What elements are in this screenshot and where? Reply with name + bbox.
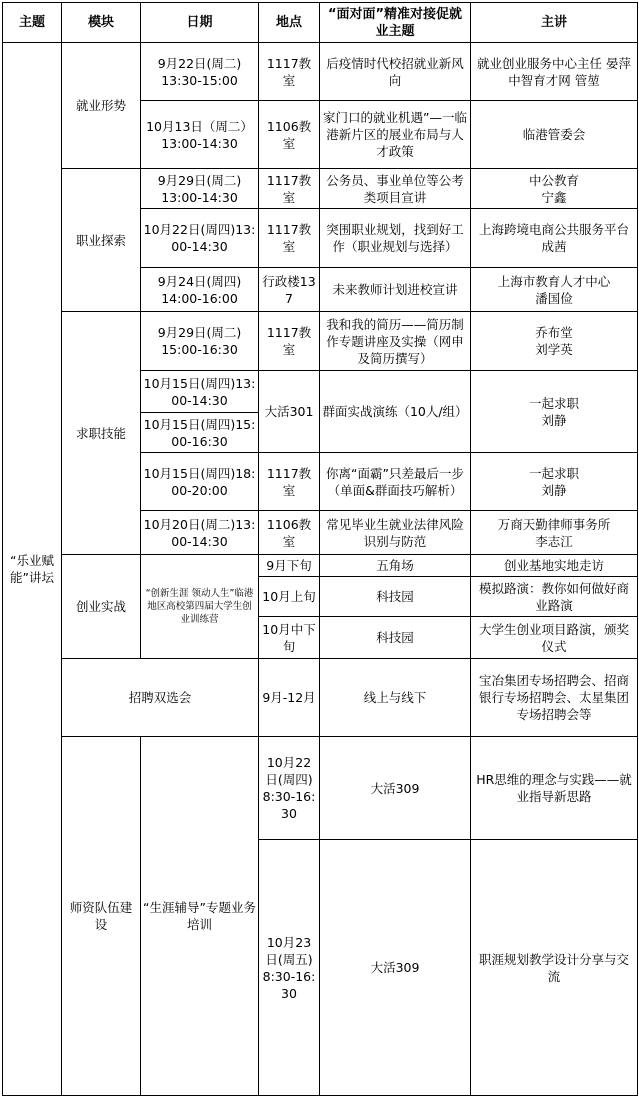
table-row — [3, 659, 638, 737]
date-cell: 9月下旬 — [259, 555, 320, 577]
date-cell: 10月23日(周五) 8:30-16:30 — [259, 840, 320, 1096]
location-cell: 1117教室 — [259, 453, 320, 511]
theme-cell: 模拟路演：教你如何做好商业路演 — [471, 577, 638, 617]
date-cell: 10月15日(周四)18:00-20:00 — [141, 453, 259, 511]
table-row — [3, 169, 638, 209]
date-cell: 9月29日(周二) 13:00-14:30 — [141, 169, 259, 209]
speaker-cell: 上海市教育人才中心 潘国俭 — [471, 268, 638, 312]
speaker-cell: 上海跨境电商公共服务平台 成茜 — [471, 209, 638, 268]
theme-cell: HR思维的理念与实践——就业指导新思路 — [471, 737, 638, 840]
topic-cell: 招聘双选会 — [62, 659, 259, 737]
date-cell: 10月20日(周二)13:00-14:30 — [141, 511, 259, 555]
header-row — [3, 3, 638, 43]
table-row — [3, 43, 638, 101]
theme-cell: 公务员、事业单位等公考类项目宣讲 — [320, 169, 471, 209]
module-cell: “创新生涯 领动人生”临港地区高校第四届大学生创业训练营 — [141, 555, 259, 659]
topic-cell: 师资队伍建设 — [62, 737, 141, 1096]
date-cell: 9月24日(周四) 14:00-16:00 — [141, 268, 259, 312]
theme-cell: 大学生创业项目路演，颁奖仪式 — [471, 617, 638, 659]
location-cell: 大活301 — [259, 371, 320, 453]
module-cell: 职业探索 — [62, 169, 141, 312]
theme-cell: 突围职业规划，找到好工作（职业规划与选择） — [320, 209, 471, 268]
header-topic: 主题 — [3, 3, 62, 43]
location-cell: 1117教室 — [259, 169, 320, 209]
location-cell: 1117教室 — [259, 43, 320, 101]
date-cell: 10月中下旬 — [259, 617, 320, 659]
theme-cell: 职涯规划教学设计分享与交流 — [471, 840, 638, 1096]
speaker-cell: 万商天勤律师事务所 李志江 — [471, 511, 638, 555]
header-speaker: 主讲 — [471, 3, 638, 43]
header-location: 地点 — [259, 3, 320, 43]
speaker-cell: 一起求职 刘静 — [471, 453, 638, 511]
location-cell: 大活309 — [320, 737, 471, 840]
location-cell: 行政楼137 — [259, 268, 320, 312]
date-cell: 10月13日（周二）13:00-14:30 — [141, 101, 259, 169]
topic-cell: “乐业赋能”讲坛 — [3, 43, 62, 1096]
module-cell: 就业形势 — [62, 43, 141, 169]
speaker-cell: 一起求职 刘静 — [471, 371, 638, 453]
header-theme: “面对面”精准对接促就业主题 — [320, 3, 471, 43]
date-cell: 9月22日(周二) 13:30-15:00 — [141, 43, 259, 101]
theme-cell: 我和我的简历——简历制作专题讲座及实操（网申及简历撰写） — [320, 312, 471, 371]
date-cell: 10月15日(周四)13:00-14:30 — [141, 371, 259, 413]
location-cell: 1117教室 — [259, 312, 320, 371]
theme-cell: 家门口的就业机遇”—一临港新片区的展业布局与人才政策 — [320, 101, 471, 169]
theme-cell: 群面实战演练（10人/组） — [320, 371, 471, 453]
speaker-cell: 临港管委会 — [471, 101, 638, 169]
date-cell: 9月29日(周二) 15:00-16:30 — [141, 312, 259, 371]
location-cell: 1117教室 — [259, 209, 320, 268]
theme-cell: 你离“面霸”只差最后一步（单面&群面技巧解析） — [320, 453, 471, 511]
speaker-cell: 就业创业服务中心主任 晏萍 中智育才网 管堃 — [471, 43, 638, 101]
module-cell: “生涯辅导”专题业务培训 — [141, 737, 259, 1096]
date-cell: 10月15日(周四)15:00-16:30 — [141, 413, 259, 453]
location-cell: 1106教室 — [259, 101, 320, 169]
schedule-table — [2, 2, 638, 1096]
theme-cell: 创业基地实地走访 — [471, 555, 638, 577]
table-row — [3, 555, 638, 577]
speaker-cell: 乔布堂 刘学英 — [471, 312, 638, 371]
date-cell: 10月上旬 — [259, 577, 320, 617]
header-module: 模块 — [62, 3, 141, 43]
date-cell: 9月-12月 — [259, 659, 320, 737]
location-cell: 大活309 — [320, 840, 471, 1096]
theme-cell: 未来教师计划进校宣讲 — [320, 268, 471, 312]
theme-cell: 后疫情时代校招就业新风向 — [320, 43, 471, 101]
module-cell: 求职技能 — [62, 312, 141, 555]
topic-cell: 创业实战 — [62, 555, 141, 659]
date-cell: 10月22日(周四)13:00-14:30 — [141, 209, 259, 268]
location-cell: 科技园 — [320, 577, 471, 617]
date-cell: 10月22日(周四) 8:30-16:30 — [259, 737, 320, 840]
theme-cell: 常见毕业生就业法律风险识别与防范 — [320, 511, 471, 555]
table-row — [3, 312, 638, 371]
speaker-cell: 中公教育 宁鑫 — [471, 169, 638, 209]
table-row — [3, 737, 638, 840]
header-date: 日期 — [141, 3, 259, 43]
location-cell: 1106教室 — [259, 511, 320, 555]
location-cell: 五角场 — [320, 555, 471, 577]
location-cell: 线上与线下 — [320, 659, 471, 737]
theme-cell: 宝冶集团专场招聘会、招商银行专场招聘会、太星集团专场招聘会等 — [471, 659, 638, 737]
location-cell: 科技园 — [320, 617, 471, 659]
